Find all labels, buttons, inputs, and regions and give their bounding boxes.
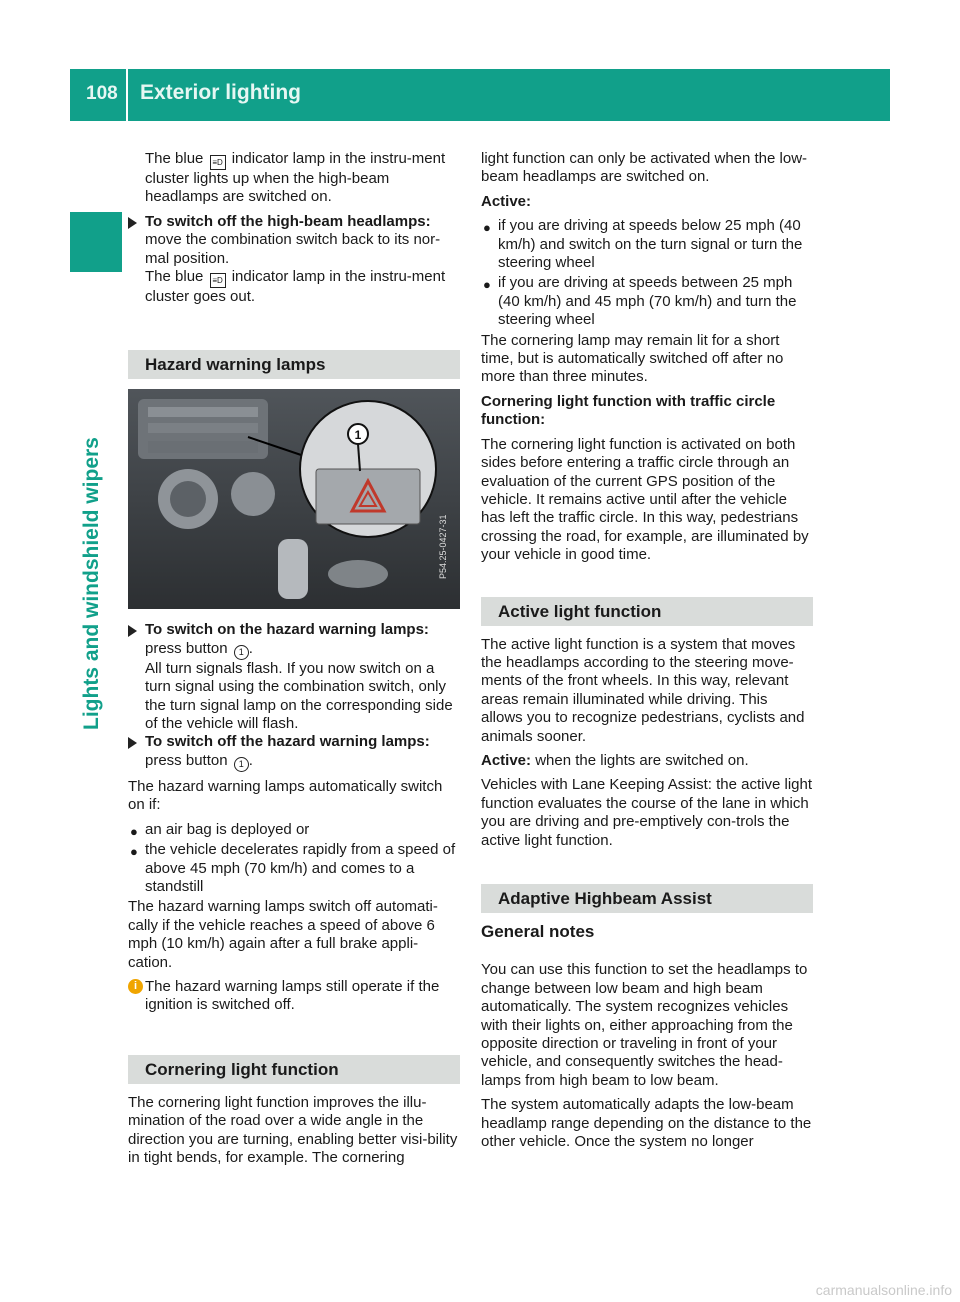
section-heading: Active light function (481, 597, 813, 626)
side-tab-marker (70, 212, 122, 272)
paragraph: You can use this function to set the headlamps to change between low beam and high beam automatically. The system recognizes vehicles with their lights on, either approaching from the opposite direction or traveling in front of your vehicle, and consequently switches the head-lamps from high beam to low beam. (481, 961, 808, 1089)
left-column (128, 150, 460, 1173)
chapter-title: Exterior lighting (140, 81, 302, 104)
page-header (70, 69, 890, 121)
paragraph: light function can only be activated when the low-beam headlamps are switched on. (481, 150, 808, 186)
callout-1-icon: 1 (234, 645, 249, 660)
subheading: Cornering light function with traffic circle function: (481, 392, 776, 429)
instruction-step: To switch off the hazard warning lamps: (128, 733, 460, 751)
callout-1-icon: 1 (234, 757, 249, 772)
paragraph: The blue ≡D indicator lamp in the instru-ment cluster lights up when the high-beam headlamps are switched on. (145, 150, 446, 206)
section-heading: Hazard warning lamps (128, 350, 460, 379)
instruction-step: To switch on the hazard warning lamps: (128, 621, 460, 639)
photo-callout-number: 1 (354, 428, 362, 443)
paragraph: The cornering light function improves the illu-mination of the road over a wide angle in the direction you are turning, enabling better visi-bility in tight bends, for example. The cornering (128, 1093, 458, 1166)
page-number: 108 (86, 83, 118, 104)
step-text: All turn signals flash. If you now switch on a turn signal using the combination switch, only the turn signal lamp on the corresponding side of the vehicle will flash. (145, 659, 453, 733)
label: Active: (481, 192, 532, 210)
paragraph: The hazard warning lamps switch off automati-cally if the vehicle reaches a speed of above 6 mph (10 km/h) again after a full brake appli-cation. (128, 898, 438, 971)
bullet-icon: ● (130, 823, 138, 839)
paragraph: The cornering lamp may remain lit for a short time, but is automatically switched off after no more than three minutes. (481, 331, 784, 386)
high-beam-indicator-icon: ≡D (210, 155, 226, 170)
side-tab-label: Lights and windshield wipers (80, 437, 103, 730)
photo-code: P54.25-0427-31 (438, 514, 448, 580)
watermark: carmanualsonline.info (815, 1282, 952, 1298)
high-beam-indicator-icon: ≡D (210, 273, 226, 288)
hazard-button-photo (128, 389, 460, 609)
bullet-icon: ● (483, 277, 491, 293)
paragraph: The hazard warning lamps automatically switch on if: (128, 777, 443, 814)
step-arrow-icon (128, 737, 137, 749)
bullet-icon: ● (483, 220, 491, 236)
paragraph: The cornering light function is activated on both sides before entering a traffic circle through an evaluation of the current GPS position of the vehicle. It remains active until after the vehicle has left the traffic circle. In this way, pedestrians crossing the road, for example, are illuminated by your vehicle in good time. (481, 435, 809, 564)
subsection-heading: General notes (481, 922, 595, 941)
step-text: press button 1 . (128, 752, 460, 772)
list-item: ● if you are driving at speeds between 25 mph (40 km/h) and 45 mph (70 km/h) and turn the steering wheel (483, 274, 797, 329)
step-text: The blue ≡D indicator lamp in the instru-ment cluster goes out. (145, 268, 446, 306)
step-text: press button 1 . (128, 640, 460, 660)
step-arrow-icon (128, 625, 137, 637)
list-item: ● the vehicle decelerates rapidly from a speed of above 45 mph (70 km/h) and comes to a standstill (130, 841, 456, 895)
bullet-icon: ● (130, 844, 138, 860)
right-column (481, 150, 813, 1157)
paragraph: The system automatically adapts the low-beam headlamp range depending on the distance to the other vehicle. Once the system no longer (481, 1096, 812, 1151)
instruction-step: To switch off the high-beam headlamps: (128, 213, 460, 231)
step-text: move the combination switch back to its nor-mal position. (145, 231, 441, 267)
list-item: ● an air bag is deployed or (128, 821, 460, 839)
step-arrow-icon (128, 217, 137, 229)
header-divider (126, 69, 128, 121)
paragraph: Active: when the lights are switched on. (481, 751, 749, 769)
section-heading: Adaptive Highbeam Assist (481, 884, 813, 913)
info-icon: i (128, 979, 143, 994)
paragraph: Vehicles with Lane Keeping Assist: the active light function evaluates the course of the lane in which you are driving and pre-emptively con-trols the active light function. (481, 776, 813, 849)
paragraph: The active light function is a system that moves the headlamps according to the steering move-ments of the front wheels. In this way, relevant areas remain illuminated while driving. This allows you to recognize pedestrians, cyclists and animals sooner. (481, 635, 805, 745)
info-note: i The hazard warning lamps still operate if the ignition is switched off. (128, 978, 460, 1015)
section-heading: Cornering light function (128, 1055, 460, 1084)
list-item: ● if you are driving at speeds below 25 mph (40 km/h) and switch on the turn signal or turn the steering wheel (483, 217, 803, 272)
